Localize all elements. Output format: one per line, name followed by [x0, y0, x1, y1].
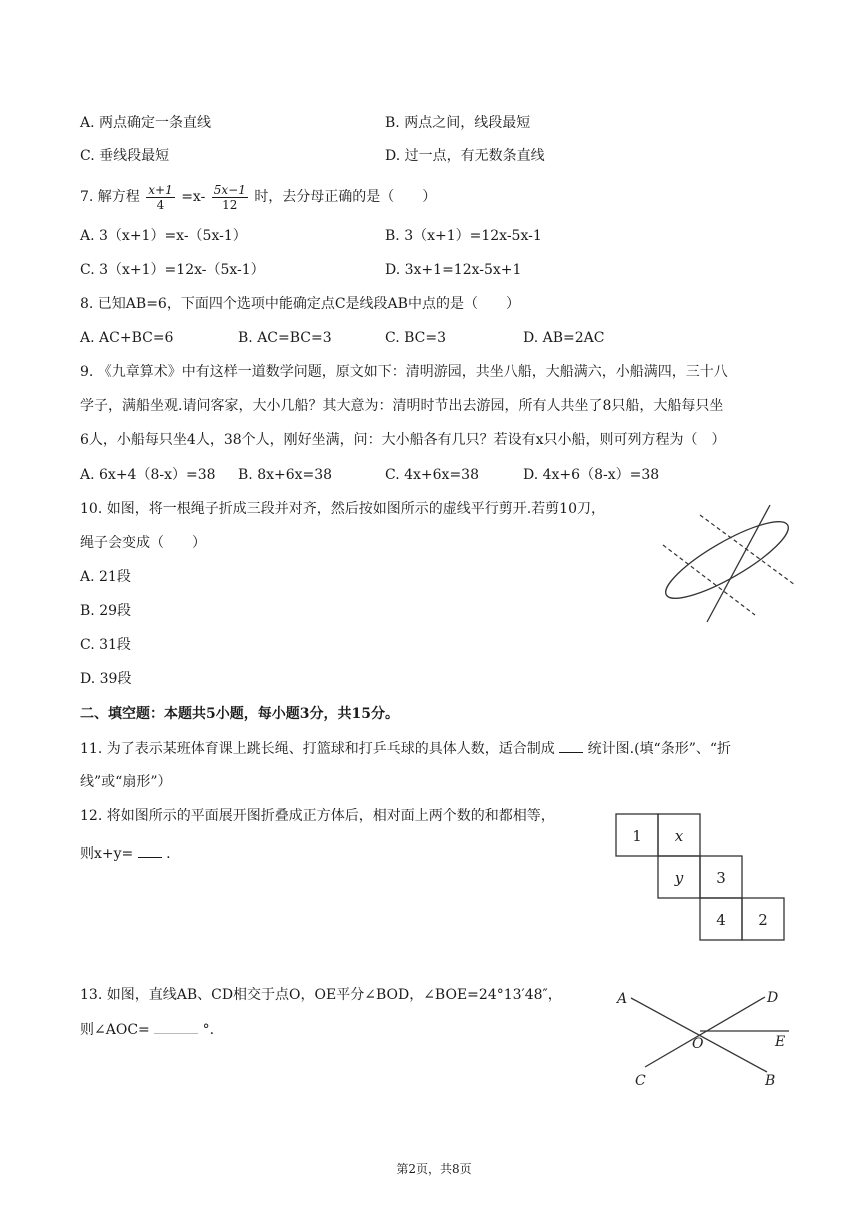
q10-option-d: D. 39段: [80, 671, 132, 687]
q8-option-c: C. BC=3: [385, 330, 447, 346]
q9-line-3: 6人，小船每只坐4人，38个人，刚好坐满，问：大小船各有几只？若设有x只小船，则可列方程为（ ）: [80, 432, 726, 448]
q10-rope-figure: [655, 500, 805, 625]
q6-option-d: D. 过一点，有无数条直线: [385, 148, 545, 164]
q9-option-d: D. 4x+6（8-x）=38: [523, 467, 660, 483]
q9-line-2: 学子，满船坐观.请问客家，大小几船？其大意为：清明时节出去游园，所有人共坐了8只船，大船每只坐: [80, 398, 724, 414]
q7-option-c: C. 3（x+1）=12x-（5x-1）: [80, 262, 265, 278]
q7-frac1-numerator: x+1: [148, 182, 173, 197]
q9-option-b: B. 8x+6x=38: [238, 467, 333, 483]
q6-option-a: A. 两点确定一条直线: [80, 115, 212, 131]
net-label-1: 1: [632, 827, 642, 845]
net-label-2: 2: [758, 911, 768, 929]
q11-line-2: 线”或“扇形”）: [80, 774, 172, 790]
q8-option-b: B. AC=BC=3: [238, 330, 332, 346]
label-a: A: [617, 991, 628, 1007]
q11-line-1: [80, 738, 731, 759]
q9-line-1: 9. 《九章算术》中有这样一道数学问题，原文如下：清明游园，共坐八船，大船满六，小船满四，三十八: [80, 364, 728, 380]
q12-answer-blank: [138, 843, 162, 858]
q7-fraction-2: [212, 183, 248, 212]
q8-option-a: A. AC+BC=6: [80, 330, 174, 346]
q13-text-b: °.: [202, 1022, 215, 1038]
q9-option-a: A. 6x+4（8-x）=38: [80, 467, 216, 483]
q13-text-a: 则∠AOC=: [80, 1022, 150, 1038]
net-label-y: y: [674, 869, 684, 887]
net-label-3: 3: [716, 869, 726, 887]
q6-option-c: C. 垂线段最短: [80, 148, 170, 164]
q12-line-1: 12. 将如图所示的平面展开图折叠成正方体后，相对面上两个数的和都相等，: [80, 808, 555, 824]
q7-fraction-1: [146, 183, 174, 212]
page-footer: 第2页，共8页: [396, 1162, 472, 1176]
q7-mid: =x-: [181, 189, 206, 205]
label-o: O: [692, 1036, 704, 1052]
q10-line-1: 10. 如图，将一根绳子折成三段并对齐，然后按如图所示的虚线平行剪开.若剪10刀，: [80, 501, 605, 517]
label-e: E: [775, 1034, 786, 1050]
q12-text-a: 则x+y=: [80, 846, 134, 862]
q7-option-b: B. 3（x+1）=12x-5x-1: [385, 228, 542, 244]
net-label-4: 4: [716, 911, 726, 929]
q7-frac2-denominator: 12: [222, 197, 238, 212]
q13-line-2: [80, 1019, 214, 1040]
q12-text-b: .: [166, 846, 171, 862]
rope-strand: [707, 505, 770, 622]
q7-prefix: 7. 解方程: [80, 189, 140, 205]
q7-frac1-denominator: 4: [156, 197, 165, 212]
q7-suffix: 时，去分母正确的是（ ）: [254, 189, 437, 205]
q13-lines-figure: [605, 980, 795, 1090]
q11-text-a: 11. 为了表示某班体育课上跳长绳、打篮球和打乒乓球的具体人数，适合制成: [80, 741, 555, 757]
q10-option-b: B. 29段: [80, 603, 132, 619]
q7-frac2-numerator: 5x−1: [213, 182, 246, 197]
q13-line-1: 13. 如图，直线AB、CD相交于点O，OE平分∠BOD，∠BOE=24°13′48″，: [80, 987, 562, 1003]
q9-option-c: C. 4x+6x=38: [385, 467, 479, 483]
cut-line-lower: [663, 545, 755, 615]
q8-option-d: D. AB=2AC: [523, 330, 605, 346]
label-b: B: [765, 1073, 776, 1089]
q6-option-b: B. 两点之间，线段最短: [385, 115, 531, 131]
q10-option-c: C. 31段: [80, 637, 131, 653]
q11-answer-blank: [559, 738, 583, 753]
rope-loop: [657, 509, 796, 610]
cut-line-upper: [700, 515, 795, 585]
q12-cube-net-figure: [612, 810, 790, 942]
q8-stem: 8. 已知AB=6，下面四个选项中能确定点C是线段AB中点的是（ ）: [80, 296, 520, 312]
label-d: D: [767, 990, 779, 1006]
label-c: C: [635, 1073, 646, 1089]
section-2-title: 二、填空题：本题共5小题，每小题3分，共15分。: [80, 706, 399, 722]
q7-stem: [80, 180, 436, 214]
q7-option-d: D. 3x+1=12x-5x+1: [385, 262, 522, 278]
q10-line-2: 绳子会变成（ ）: [80, 535, 206, 551]
net-label-x: x: [674, 827, 684, 845]
q7-option-a: A. 3（x+1）=x-（5x-1）: [80, 228, 247, 244]
q10-option-a: A. 21段: [80, 569, 131, 585]
line-cd: [645, 997, 765, 1067]
q13-answer-blank: [154, 1019, 198, 1034]
q12-line-2: [80, 843, 171, 864]
q11-text-b: 统计图.(填“条形”、“折: [587, 741, 732, 757]
